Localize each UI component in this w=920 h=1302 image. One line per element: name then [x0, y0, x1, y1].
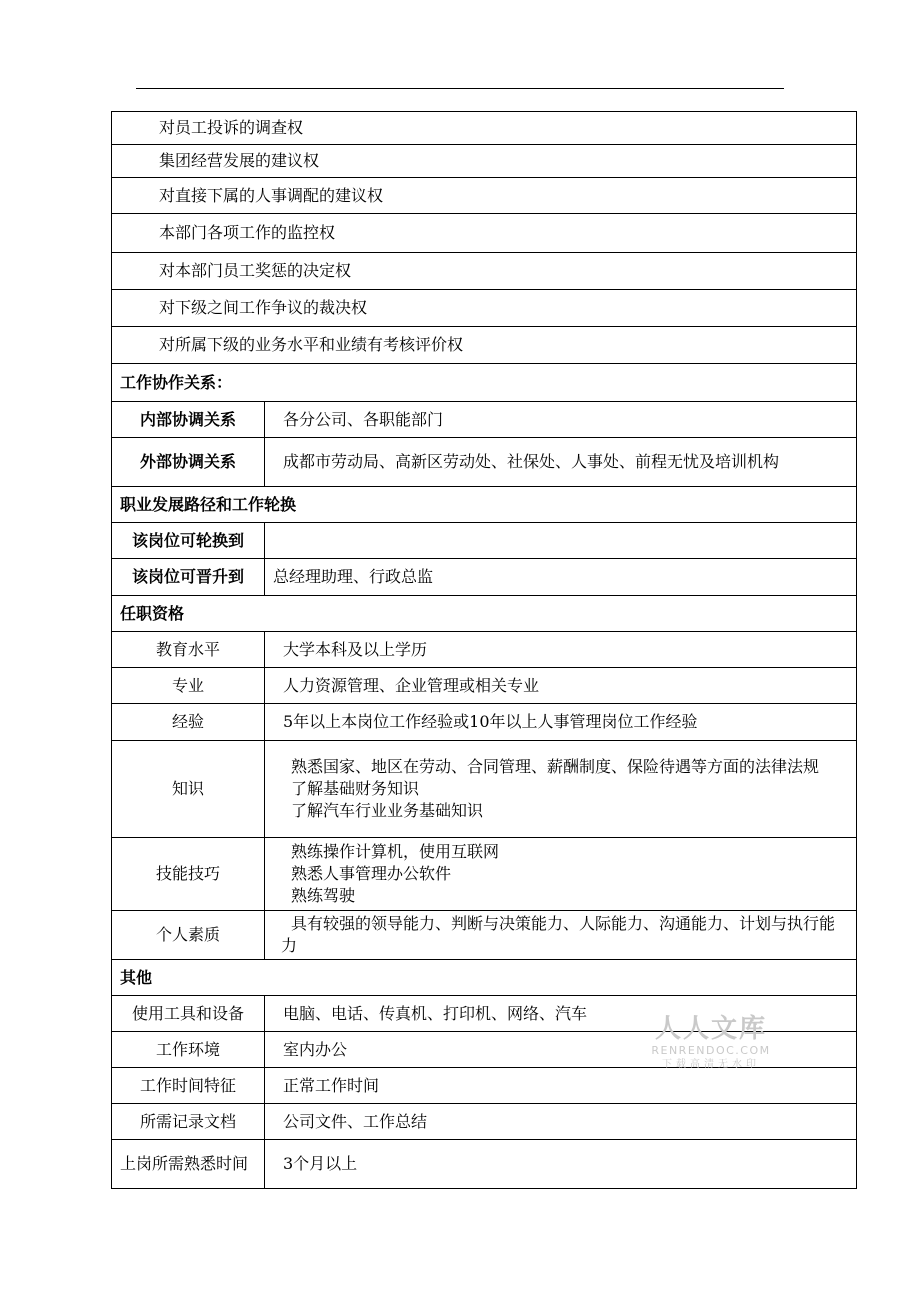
authority-row — [112, 145, 857, 178]
table-row — [112, 911, 857, 960]
major-value: 人力资源管理、企业管理或相关专业 — [265, 668, 857, 704]
authority-row — [112, 290, 857, 327]
authority-item: 对下级之间工作争议的裁决权 — [112, 290, 857, 327]
internal-coordination-label: 内部协调关系 — [112, 402, 265, 438]
tools-label: 使用工具和设备 — [112, 996, 265, 1032]
environment-value: 室内办公 — [265, 1032, 857, 1068]
authority-row — [112, 112, 857, 145]
authority-item: 本部门各项工作的监控权 — [112, 214, 857, 253]
education-label: 教育水平 — [112, 632, 265, 668]
personal-quality-label: 个人素质 — [112, 911, 265, 960]
authority-row — [112, 253, 857, 290]
skills-label: 技能技巧 — [112, 838, 265, 911]
table-row — [112, 741, 857, 838]
authority-item: 集团经营发展的建议权 — [112, 145, 857, 178]
table-row — [112, 1068, 857, 1104]
header-rule — [136, 88, 784, 89]
table-row — [112, 1104, 857, 1140]
cooperation-heading: 工作协作关系： — [112, 364, 857, 402]
skills-line: 熟练驾驶 — [291, 886, 356, 905]
table-row — [112, 704, 857, 741]
section-row — [112, 596, 857, 632]
authority-item: 对本部门员工奖惩的决定权 — [112, 253, 857, 290]
work-time-label: 工作时间特征 — [112, 1068, 265, 1104]
table-row — [112, 668, 857, 704]
familiarization-value: 3个月以上 — [265, 1140, 857, 1189]
knowledge-line: 了解汽车行业业务基础知识 — [291, 801, 484, 820]
authority-item: 对所属下级的业务水平和业绩有考核评价权 — [112, 327, 857, 364]
rotation-value — [265, 523, 857, 559]
table-row — [112, 559, 857, 596]
promotion-value: 总经理助理、行政总监 — [265, 559, 857, 596]
career-heading: 职业发展路径和工作轮换 — [112, 487, 857, 523]
section-row — [112, 487, 857, 523]
familiarization-label: 上岗所需熟悉时间 — [112, 1140, 265, 1189]
experience-value: 5年以上本岗位工作经验或10年以上人事管理岗位工作经验 — [265, 704, 857, 741]
major-label: 专业 — [112, 668, 265, 704]
table-row — [112, 402, 857, 438]
education-value: 大学本科及以上学历 — [265, 632, 857, 668]
authority-item: 对员工投诉的调查权 — [112, 112, 857, 145]
knowledge-line: 熟悉国家、地区在劳动、合同管理、薪酬制度、保险待遇等方面的法律法规 — [291, 757, 820, 776]
knowledge-line: 了解基础财务知识 — [291, 779, 420, 798]
authority-row — [112, 178, 857, 214]
skills-line: 熟悉人事管理办公软件 — [291, 864, 452, 883]
tools-value: 电脑、电话、传真机、打印机、网络、汽车 — [265, 996, 857, 1032]
qualifications-heading: 任职资格 — [112, 596, 857, 632]
internal-coordination-value: 各分公司、各职能部门 — [265, 402, 857, 438]
watermark-title: 人人文库 — [654, 1014, 767, 1044]
authority-row — [112, 327, 857, 364]
other-heading: 其他 — [112, 960, 857, 996]
knowledge-label: 知识 — [112, 741, 265, 838]
table-row — [112, 1140, 857, 1189]
table-row — [112, 632, 857, 668]
environment-label: 工作环境 — [112, 1032, 265, 1068]
section-row — [112, 364, 857, 402]
external-coordination-value — [265, 438, 857, 487]
table-row — [112, 1032, 857, 1068]
table-row — [112, 523, 857, 559]
personal-quality-text: 具有较强的领导能力、判断与决策能力、人际能力、沟通能力、计划与执行能力 — [281, 914, 836, 955]
section-row — [112, 960, 857, 996]
work-time-value: 正常工作时间 — [265, 1068, 857, 1104]
watermark-subtitle: 下载高清无水印 — [662, 1059, 760, 1070]
table-row — [112, 438, 857, 487]
skills-line: 熟练操作计算机，使用互联网 — [291, 842, 500, 861]
experience-label: 经验 — [112, 704, 265, 741]
table-row — [112, 996, 857, 1032]
records-label: 所需记录文档 — [112, 1104, 265, 1140]
external-coordination-label: 外部协调关系 — [112, 438, 265, 487]
skills-value — [265, 838, 857, 911]
knowledge-value — [265, 741, 857, 838]
records-value: 公司文件、工作总结 — [265, 1104, 857, 1140]
authority-row — [112, 214, 857, 253]
promotion-label: 该岗位可晋升到 — [112, 559, 265, 596]
authority-item: 对直接下属的人事调配的建议权 — [112, 178, 857, 214]
personal-quality-value — [265, 911, 857, 960]
table-row — [112, 838, 857, 911]
rotation-label: 该岗位可轮换到 — [112, 523, 265, 559]
external-coordination-text: 成都市劳动局、高新区劳动处、社保处、人事处、前程无忧及培训机构 — [283, 452, 780, 471]
watermark-domain: RENRENDOC.COM — [651, 1044, 771, 1057]
job-description-table — [111, 111, 857, 1189]
